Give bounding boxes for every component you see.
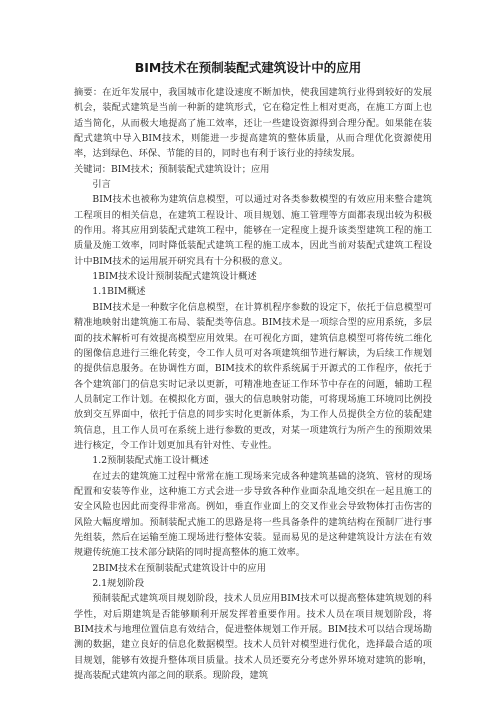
intro-paragraph: BIM技术也被称为建筑信息模型，可以通过对各类参数模型的有效应用来整合建筑工程项目的相关信息，在建筑工程设计、项目规划、施工管理等方面都表现出较为积极的作用。将其应用到装配式建筑工程中，能够在一定程度上提升该类型建筑工程的施工质量及施工效率，同时降低装配式建筑工程的施工成本，因此当前对装配式建筑工程设计中BIM技术的运用展开研究具有十分积极的意义。 bbox=[74, 194, 432, 267]
section-1-2-heading: 1.2预制装配式施工设计概述 bbox=[92, 455, 209, 467]
section-1-heading: 1BIM技术设计预制装配式建筑设计概述 bbox=[92, 271, 257, 283]
abstract-block bbox=[74, 85, 432, 177]
keywords-line: 关键词：BIM技术；预制装配式建筑设计；应用 bbox=[74, 163, 270, 175]
section-2-1-heading: 2.1规划阶段 bbox=[92, 578, 145, 589]
section-2-1-paragraph: 预制装配式建筑项目规划阶段，技术人员应用BIM技术可以提高整体建筑规划的科学性，对后期建筑是否能够顺利开展发挥着重要作用。技术人员在项目规划阶段，将BIM技术与地理位置信息有效结合，促进整体规划工作开展。BIM技术可以结合现场勘测的数据，建立良好的信息化数据模型。技术人员针对模型进行优化，选择最合适的项目规划，能够有效提升整体项目质量。技术人员还要充分考虑外界环境对建筑的影响，提高装配式建筑内部之间的联系。现阶段，建筑 bbox=[74, 593, 432, 682]
document-title: BIM技术在预制装配式建筑设计中的应用 bbox=[134, 60, 362, 75]
section-1-1-heading: 1.1BIM概述 bbox=[92, 286, 146, 298]
section-2-heading: 2BIM技术在预制装配式建筑设计中的应用 bbox=[92, 562, 267, 574]
section-1-1-paragraph: BIM技术是一种数字化信息模型，在计算机程序参数的设定下，依托于信息模型可精准地映射出建筑施工布局、装配类等信息。BIM技术是一项综合型的应用系统，多层面的技术解析可有效提高模型应用效果。在可视化方面，建筑信息模型可将传统二维化的图像信息进行三维化转变，令工作人员可对各项建筑细节进行解读，为后续工作规划的提供信息服务。在协调性方面，BIM技术的软件系统属于开源式的工作程序，依托于各个建筑部门的信息实时记录以更新，可精准地查证工作环节中存在的问题，辅助工程人员制定工作计划。在模拟化方面，强大的信息映射功能，可将现场施工环境同比例投放到交互界面中，依托于信息的同步实时化更新体系，为工作人员提供全方位的装配建筑信息，且工作人员可在系统上进行参数的更改，对某一项建筑行为所产生的预期效果进行核定，令工作计划更加具有针对性、专业性。 bbox=[74, 301, 432, 451]
section-1-2-paragraph: 在过去的建筑施工过程中常常在施工现场来完成各种建筑基础的浇筑、管材的现场配置和安装等作业，这种施工方式会进一步导致各种作业面杂乱地交织在一起且施工的安全风险也因此而变得非常高。例如，垂直作业面上的交叉作业会导致物体打击伤害的风险大幅度增加。预制装配式施工的思路是将一些具备条件的建筑结构在预制厂进行事先组装，然后在运输至施工现场进行整体安装。显而易见的是这种建筑设计方法在有效规避传统施工技术部分缺陷的同时提高整体的施工效率。 bbox=[74, 470, 432, 559]
intro-heading: 引言 bbox=[92, 179, 111, 191]
document-body bbox=[74, 85, 432, 683]
abstract-paragraph: 摘要：在近年发展中，我国城市化建设速度不断加快，使我国建筑行业得到较好的发展机会，装配式建筑是当前一种新的建筑形式，它在稳定性上相对更高，在施工方面上也适当简化，从而极大地提高了施工效率，还让一些建设资源得到合理分配。如果能在装配式建筑中导入BIM技术，则能进一步提高建筑的整体质量，从而合理优化资源使用率，达到绿色、环保、节能的目的，同时也有利于该行业的持续发展。 bbox=[74, 87, 432, 160]
